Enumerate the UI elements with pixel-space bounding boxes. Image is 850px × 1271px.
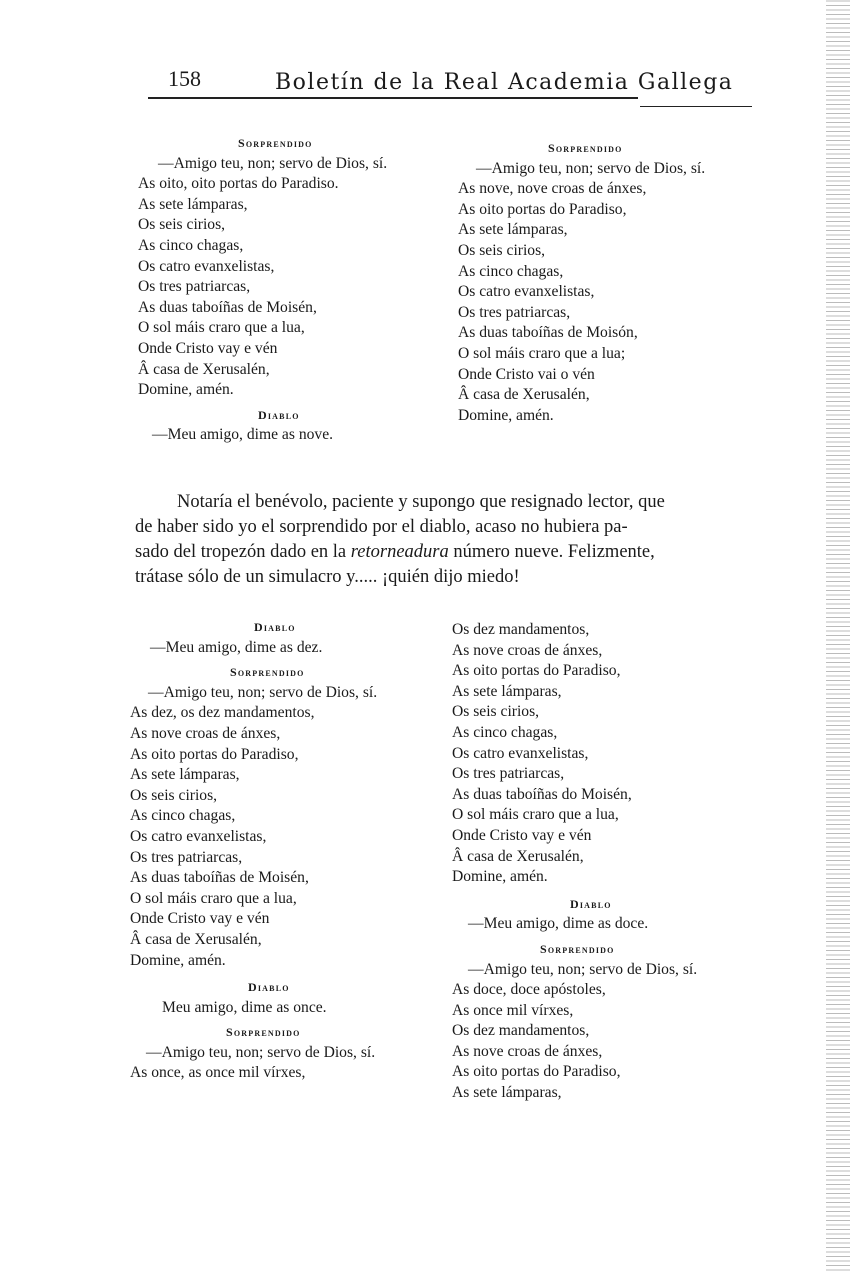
verse-line: Os tres patriarcas, — [130, 848, 243, 866]
verse-line: As nove, nove croas de ánxes, — [458, 180, 647, 198]
verse-line: Domine, amén. — [138, 381, 234, 399]
prose-text: sado del tropezón dado en la — [135, 542, 351, 562]
prose-line — [135, 540, 755, 565]
verse-line: O sol máis craro que a lua, — [452, 806, 619, 824]
verse-block-top-left — [138, 133, 448, 446]
verse-line: Os tres patriarcas, — [452, 765, 565, 783]
verse-lines — [130, 998, 450, 1019]
verse-block-bottom-right — [452, 620, 772, 1104]
verse-lines — [452, 620, 772, 888]
journal-title: Boletín de la Real Academia Gallega — [275, 70, 734, 95]
verse-line: Os dez mandamentos, — [452, 621, 590, 638]
verse-line: As duas taboíñas de Moisón, — [458, 324, 638, 342]
verse-line: As duas taboíñas do Moisén, — [452, 785, 632, 803]
verse-line: Os dez mandamentos, — [452, 1022, 590, 1040]
speaker-label: Sorprendido — [238, 136, 313, 150]
verse-line: Onde Cristo vay e vén — [138, 339, 278, 357]
verse-line: As oito, oito portas do Paradiso. — [138, 175, 339, 193]
verse-line: As sete lámparas, — [452, 682, 562, 700]
verse-line: As oito portas do Paradiso, — [458, 200, 627, 218]
verse-line: As nove croas de ánxes, — [130, 724, 281, 742]
verse-line: As duas taboíñas de Moisén, — [138, 298, 317, 316]
verse-line: Onde Cristo vay e vén — [452, 826, 592, 844]
verse-line: Onde Cristo vai o vén — [458, 365, 595, 383]
verse-line: O sol máis craro que a lua; — [458, 344, 626, 362]
verse-line: —Amigo teu, non; servo de Dios, sí. — [476, 159, 706, 177]
verse-line: Os catro evanxelistas, — [452, 744, 589, 762]
verse-line: Domine, amén. — [458, 406, 554, 424]
verse-block-top-right — [458, 138, 768, 426]
verse-line: Â casa de Xerusalén, — [452, 847, 584, 865]
verse-line: —Meu amigo, dime as doce. — [468, 915, 649, 933]
verse-line: Onde Cristo vay e vén — [130, 910, 270, 928]
verse-line: Os tres patriarcas, — [138, 278, 251, 296]
speaker-label: Sorprendido — [548, 141, 623, 155]
verse-line: —Meu amigo, dime as dez. — [150, 638, 323, 656]
verse-line: Os seis cirios, — [130, 786, 218, 804]
prose-line: Notaría el benévolo, paciente y supongo que resignado lector, que — [177, 492, 665, 512]
prose-italic-term: retorneadura — [350, 542, 449, 562]
verse-lines — [138, 154, 448, 401]
verse-line: As oito portas do Paradiso, — [130, 745, 299, 763]
verse-lines — [452, 914, 772, 935]
speaker-label: Sorprendido — [540, 941, 615, 956]
speaker-label: Diablo — [254, 620, 296, 634]
prose-text: número nueve. Felizmente, — [448, 542, 655, 562]
verse-line: Os catro evanxelistas, — [458, 283, 595, 301]
verse-line: Meu amigo, dime as once. — [162, 998, 327, 1016]
verse-line: Os seis cirios, — [452, 703, 540, 721]
verse-line: As cinco chagas, — [452, 723, 558, 741]
verse-lines — [130, 683, 450, 971]
verse-line: —Amigo teu, non; servo de Dios, sí. — [146, 1043, 376, 1061]
verse-line: Os catro evanxelistas, — [130, 827, 267, 845]
prose-line: trátase sólo de un simulacro y..... ¡quién dijo miedo! — [135, 567, 520, 587]
verse-line: Â casa de Xerusalén, — [130, 930, 262, 948]
verse-line: As sete lámparas, — [130, 766, 240, 784]
verse-line: As nove croas de ánxes, — [452, 1042, 603, 1060]
verse-line: As sete lámparas, — [458, 221, 568, 239]
verse-line: As once mil vírxes, — [452, 1001, 574, 1019]
header-rule-left — [148, 97, 638, 99]
verse-line: As dez, os dez mandamentos, — [130, 704, 315, 722]
verse-line: As cinco chagas, — [138, 236, 244, 254]
verse-line: As sete lámparas, — [138, 195, 248, 213]
prose-paragraph — [135, 490, 755, 590]
verse-line: As oito portas do Paradiso, — [452, 1063, 621, 1081]
verse-line: Â casa de Xerusalén, — [458, 386, 590, 404]
prose-line: de haber sido yo el sorprendido por el diablo, acaso no hubiera pa- — [135, 517, 628, 537]
verse-line: As duas taboíñas de Moisén, — [130, 869, 309, 887]
verse-line: Os catro evanxelistas, — [138, 257, 275, 275]
speaker-label: Diablo — [570, 896, 612, 911]
speaker-label: Sorprendido — [230, 665, 305, 680]
verse-line: O sol máis craro que a lua, — [138, 319, 305, 337]
verse-line: O sol máis craro que a lua, — [130, 889, 297, 907]
verse-line: —Meu amigo, dime as nove. — [152, 426, 334, 444]
verse-lines — [130, 638, 450, 659]
verse-line: As cinco chagas, — [458, 262, 564, 280]
verse-line: As doce, doce apóstoles, — [452, 981, 606, 999]
verse-block-bottom-left — [130, 617, 450, 1084]
speaker-label: Diablo — [248, 980, 290, 995]
verse-line: Os seis cirios, — [458, 241, 546, 259]
verse-line: As nove croas de ánxes, — [452, 641, 603, 659]
verse-lines — [138, 425, 448, 446]
verse-line: Os tres patriarcas, — [458, 303, 571, 321]
verse-line: —Amigo teu, non; servo de Dios, sí. — [158, 154, 388, 172]
verse-line: —Amigo teu, non; servo de Dios, sí. — [468, 960, 698, 978]
verse-line: Domine, amén. — [452, 868, 548, 886]
verse-lines — [452, 960, 772, 1104]
verse-line: As oito portas do Paradiso, — [452, 662, 621, 680]
verse-lines — [458, 159, 768, 427]
page-edge-scan-artifact — [826, 0, 850, 1271]
verse-lines — [130, 1043, 450, 1084]
page-number: 158 — [168, 66, 201, 91]
verse-line: Â casa de Xerusalén, — [138, 360, 270, 378]
verse-line: —Amigo teu, non; servo de Dios, sí. — [148, 683, 378, 701]
verse-line: Domine, amén. — [130, 951, 226, 969]
speaker-label: Diablo — [258, 407, 300, 422]
header-rule-right — [640, 106, 752, 107]
verse-line: As once, as once mil vírxes, — [130, 1064, 306, 1082]
verse-line: As sete lámparas, — [452, 1084, 562, 1102]
verse-line: As cinco chagas, — [130, 807, 236, 825]
verse-line: Os seis cirios, — [138, 216, 226, 234]
speaker-label: Sorprendido — [226, 1025, 301, 1040]
